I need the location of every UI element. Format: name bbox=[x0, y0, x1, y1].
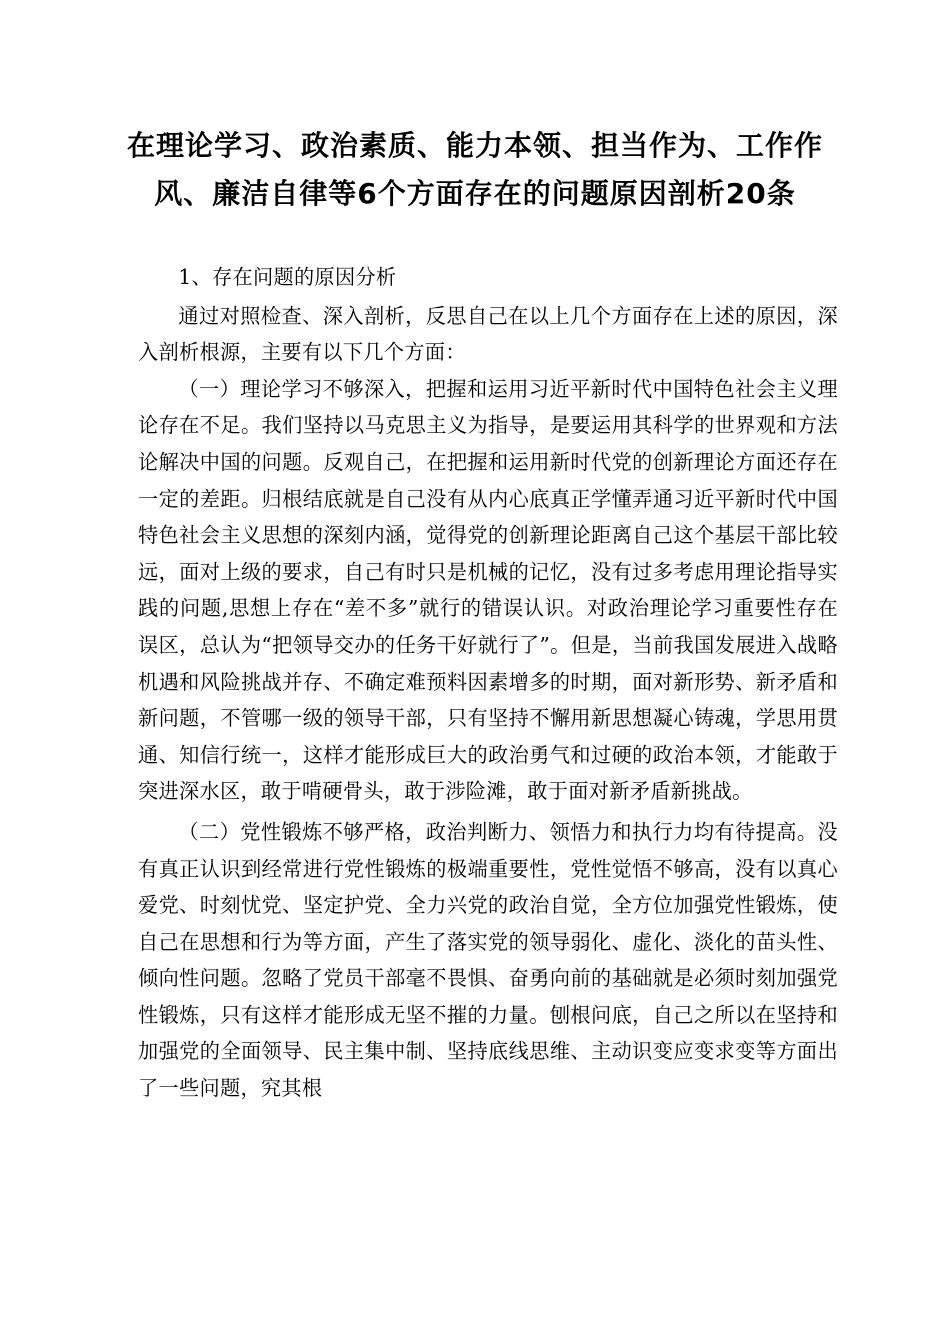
document-title bbox=[120, 122, 830, 218]
title-line-2: 风、廉洁自律等6个方面存在的问题原因剖析20条 bbox=[154, 177, 796, 210]
document-body bbox=[138, 259, 838, 1107]
paragraph-party-spirit: （二）党性锻炼不够严格，政治判断力、领悟力和执行力均有待提高。没有真正认识到经常进行党性锻炼的极端重要性，党性觉悟不够高，没有以真心爱党、时刻忧党、坚定护党、全力兴党的政治自觉，全方位加强党性锻炼，使自己在思想和行为等方面，产生了落实党的领导弱化、虚化、淡化的苗头性、倾向性问题。忽略了党员干部毫不畏惧、奋勇向前的基础就是必须时刻加强党性锻炼，只有这样才能形成无坚不摧的力量。刨根问底，自己之所以在坚持和加强党的全面领导、民主集中制、坚持底线思维、主动识变应变求变等方面出了一些问题，究其根 bbox=[138, 819, 838, 1101]
section-heading: 1、存在问题的原因分析 bbox=[178, 265, 397, 289]
paragraph-intro: 通过对照检查、深入剖析，反思自己在以上几个方面存在上述的原因，深入剖析根源，主要有以下几个方面： bbox=[138, 303, 838, 365]
paragraph-theory-study: （一）理论学习不够深入，把握和运用习近平新时代中国特色社会主义理论存在不足。我们坚持以马克思主义为指导，是要运用其科学的世界观和方法论解决中国的问题。反观自己，在把握和运用新时代党的创新理论方面还存在一定的差距。归根结底就是自己没有从内心底真正学懂弄通习近平新时代中国特色社会主义思想的深刻内涵，觉得党的创新理论距离自己这个基层干部比较远，面对上级的要求，自己有时只是机械的记忆，没有过多考虑用理论指导实践的问题,思想上存在“差不多”就行的错误认识。对政治理论学习重要性存在误区，总认为“把领导交办的任务干好就行了”。但是，当前我国发展进入战略机遇和风险挑战并存、不确定难预料因素增多的时期，面对新形势、新矛盾和新问题，不管哪一级的领导干部，只有坚持不懈用新思想凝心铸魂，学思用贯通、知信行统一，这样才能形成巨大的政治勇气和过硬的政治本领，才能敢于突进深水区，敢于啃硬骨头，敢于涉险滩，敢于面对新矛盾新挑战。 bbox=[138, 376, 838, 804]
title-line-1: 在理论学习、政治素质、能力本领、担当作为、工作作 bbox=[126, 129, 823, 162]
